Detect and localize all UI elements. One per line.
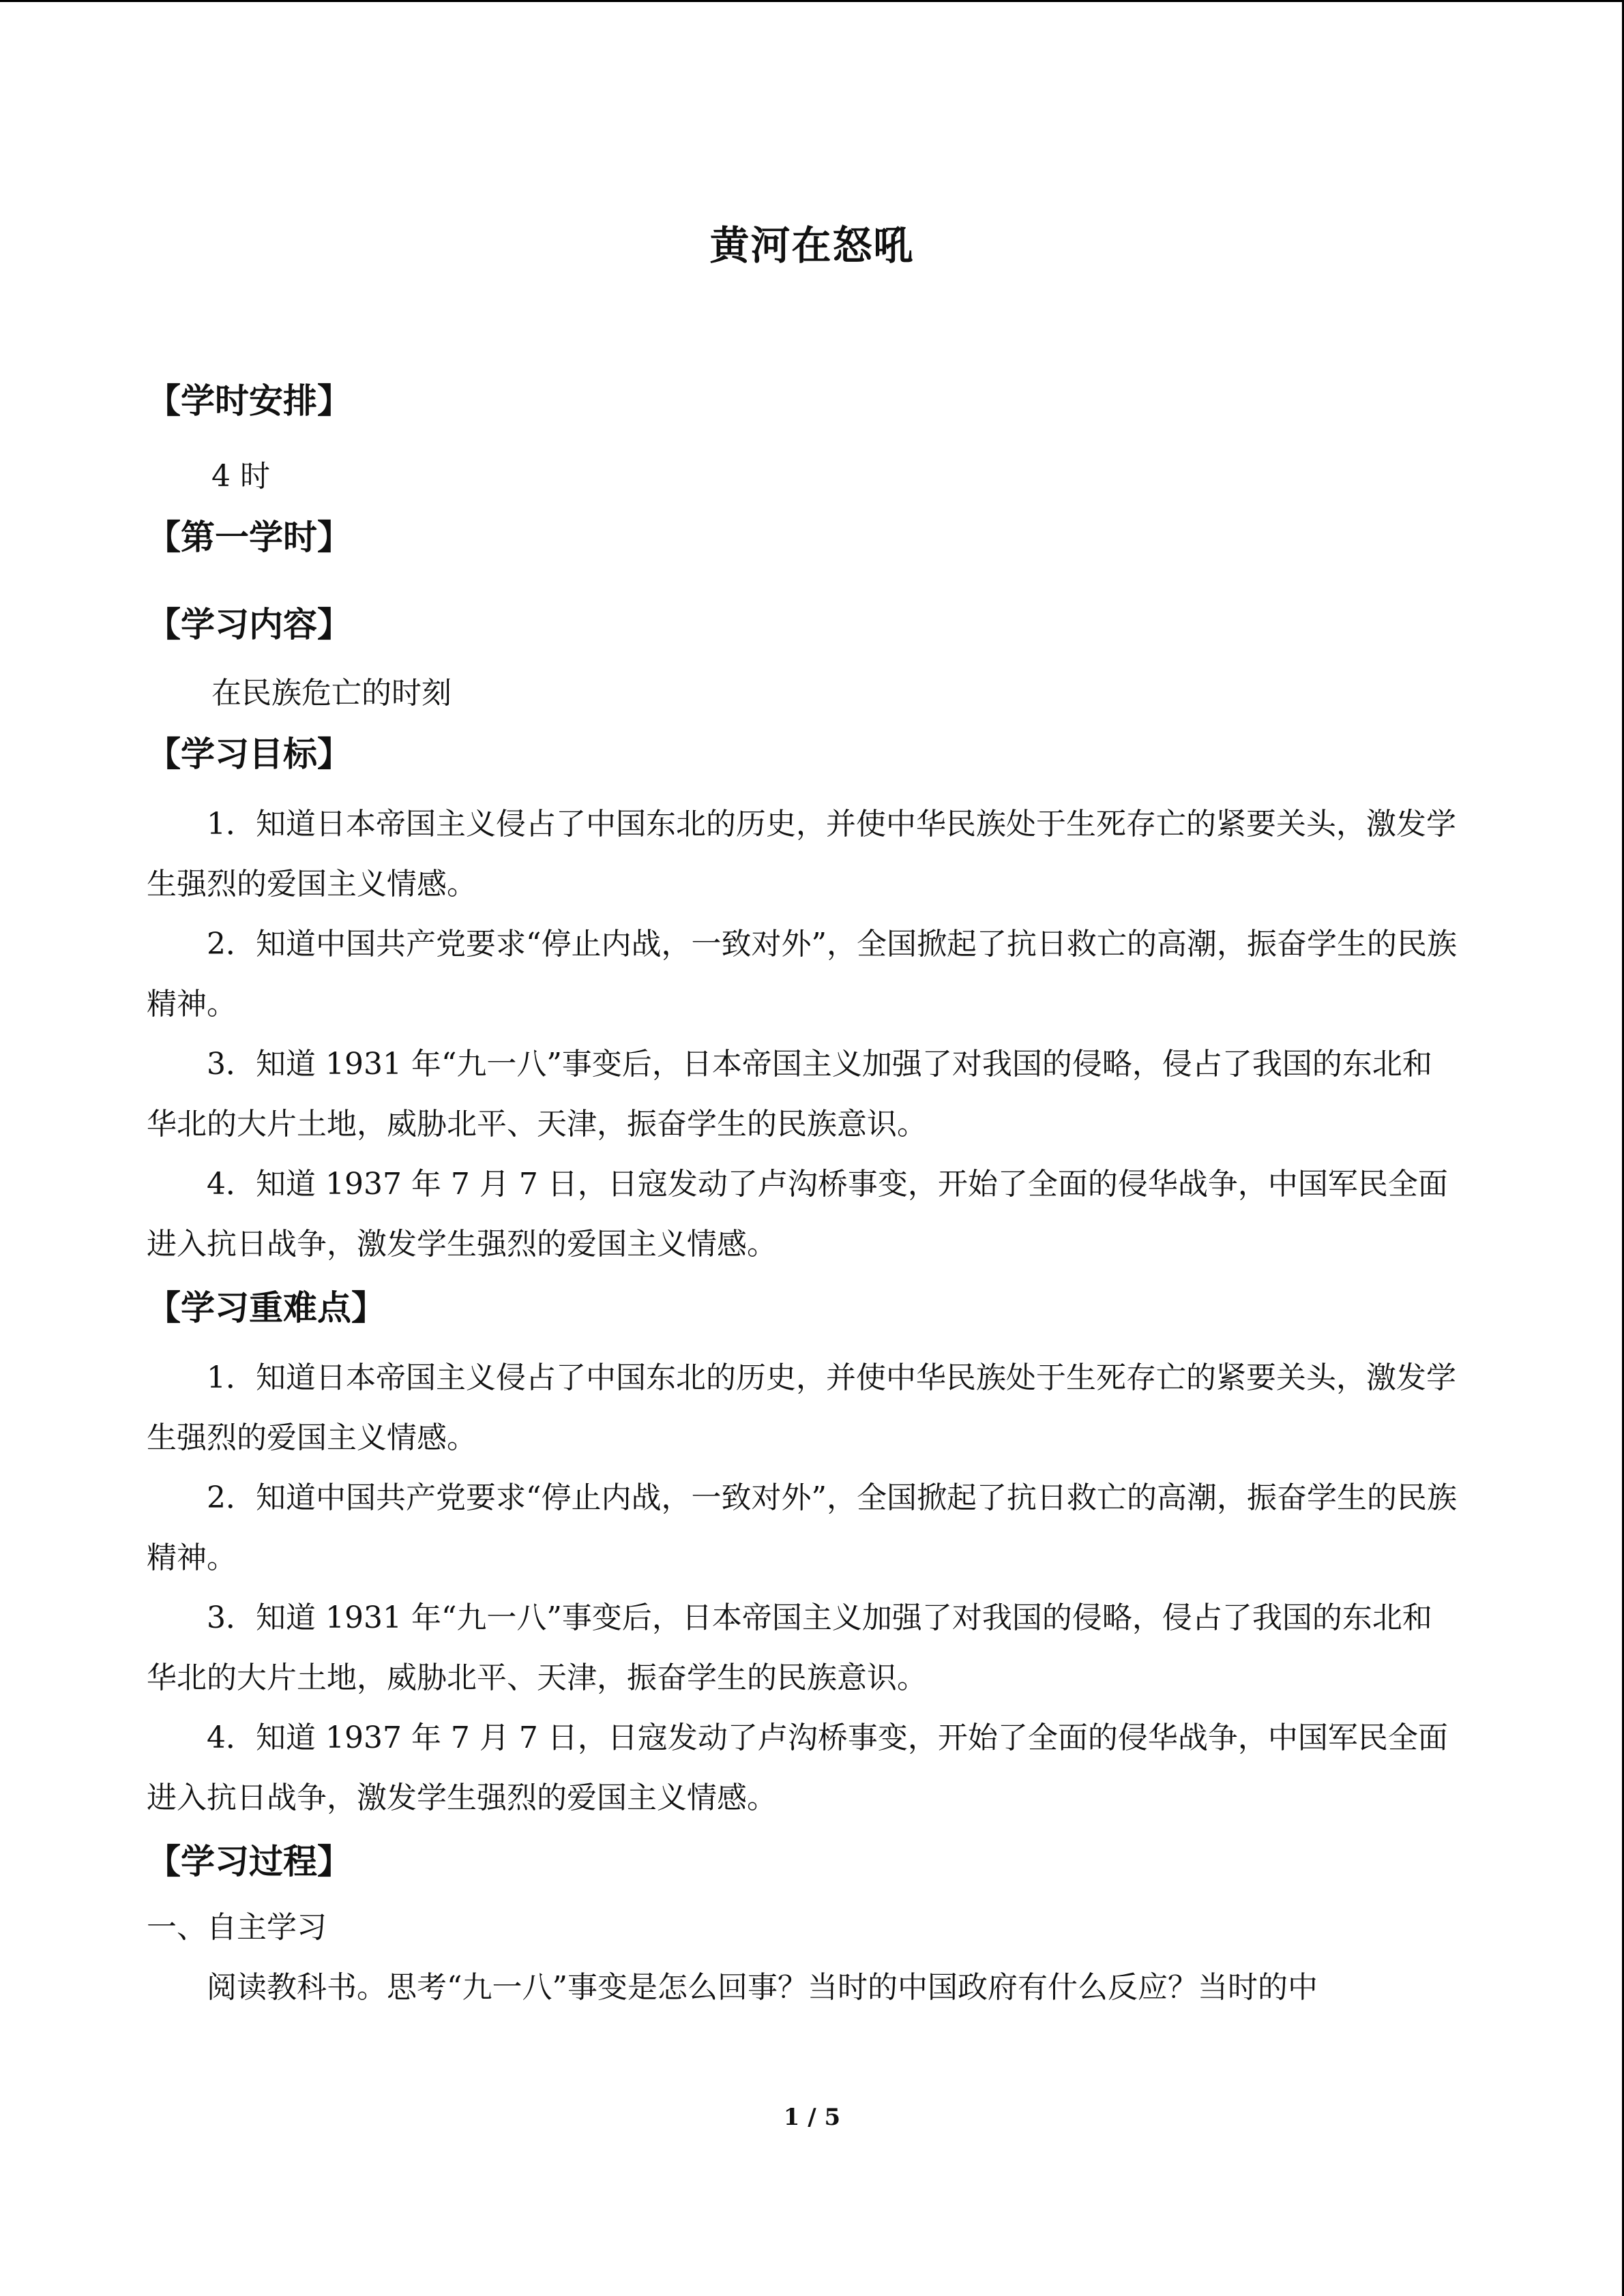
schedule-text: 4 时 — [211, 459, 270, 494]
section-heading-goals: 【学习目标】 — [147, 734, 351, 774]
process-subheading: 一、自主学习 — [147, 1910, 327, 1945]
process-text: 阅读教科书。思考“九一八”事变是怎么回事？当时的中国政府有什么反应？当时的中 — [207, 1970, 1318, 2005]
section-heading-process: 【学习过程】 — [147, 1841, 351, 1881]
goal-item-1: 1．知道日本帝国主义侵占了中国东北的历史，并使中华民族处于生死存亡的紧要关头，激发学生强烈的爱国主义情感。 — [147, 807, 1456, 901]
goal-item-3: 3．知道 1931 年“九一八”事变后，日本帝国主义加强了对我国的侵略，侵占了我国的东北和华北的大片土地，威胁北平、天津，振奋学生的民族意识。 — [147, 1047, 1432, 1142]
key-point-item-4: 4．知道 1937 年 7 月 7 日，日寇发动了卢沟桥事变，开始了全面的侵华战争，中国军民全面进入抗日战争，激发学生强烈的爱国主义情感。 — [147, 1720, 1448, 1815]
section-heading-key-points: 【学习重难点】 — [147, 1287, 385, 1328]
goal-item-2: 2．知道中国共产党要求“停止内战，一致对外”，全国掀起了抗日救亡的高潮，振奋学生的民族精神。 — [147, 927, 1457, 1022]
document-title: 黄河在怒吼 — [709, 222, 915, 269]
key-point-item-1: 1．知道日本帝国主义侵占了中国东北的历史，并使中华民族处于生死存亡的紧要关头，激发学生强烈的爱国主义情感。 — [147, 1360, 1456, 1455]
section-heading-content: 【学习内容】 — [147, 604, 351, 644]
key-point-item-2: 2．知道中国共产党要求“停止内战，一致对外”，全国掀起了抗日救亡的高潮，振奋学生的民族精神。 — [147, 1480, 1457, 1575]
document-body — [147, 381, 1460, 2018]
key-points-list — [147, 1348, 1460, 1828]
section-heading-first-period: 【第一学时】 — [147, 517, 351, 557]
key-point-item-3: 3．知道 1931 年“九一八”事变后，日本帝国主义加强了对我国的侵略，侵占了我国的东北和华北的大片土地，威胁北平、天津，振奋学生的民族意识。 — [147, 1600, 1432, 1695]
section-heading-schedule: 【学时安排】 — [147, 381, 351, 421]
goals-list — [147, 794, 1460, 1274]
content-text: 在民族危亡的时刻 — [211, 676, 452, 711]
page-number: 1 / 5 — [783, 2104, 841, 2131]
goal-item-4: 4．知道 1937 年 7 月 7 日，日寇发动了卢沟桥事变，开始了全面的侵华战争，中国军民全面进入抗日战争，激发学生强烈的爱国主义情感。 — [147, 1167, 1448, 1262]
